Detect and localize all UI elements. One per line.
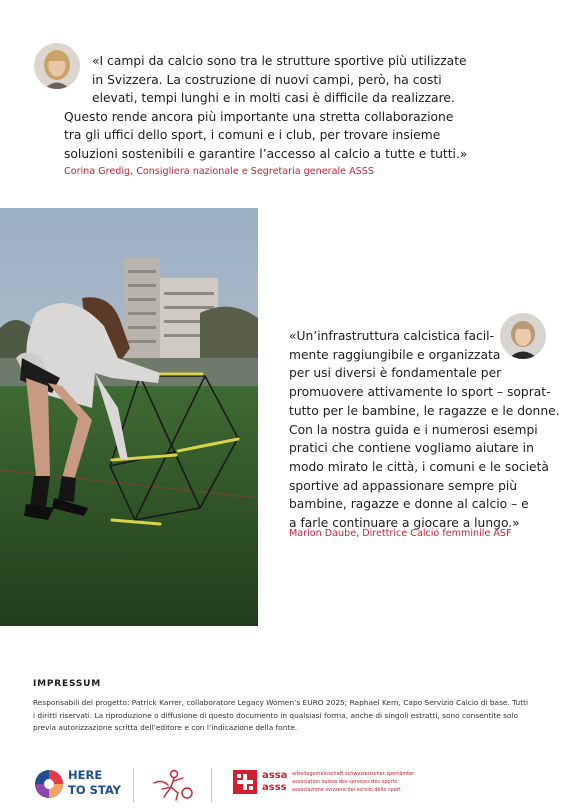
impressum-text — [33, 697, 553, 735]
footer-logos — [0, 760, 580, 810]
assa-name-it: associazione svizzera dei servizi dello sport — [292, 787, 401, 793]
quote2-line: per usi diversi è fondamentale per — [289, 366, 502, 381]
quote1-line: tra gli uffici dello sport, i comuni e i club, per trovare insieme — [64, 128, 441, 143]
quote2-line: pratici che contiene vogliamo aiutare in — [289, 441, 534, 456]
quote1-line: elevati, tempi lunghi e in molti casi è difficile da realizzare. — [92, 91, 455, 106]
footer-divider — [133, 768, 134, 802]
quote2-line: Con la nostra guida e i numerosi esempi — [289, 422, 538, 437]
here-to-stay-line1: HERE — [68, 768, 103, 782]
quote2-line: mente raggiungibile e organizzata — [289, 347, 501, 362]
quote2-line: promuovere attivamente lo sport – soprat- — [289, 385, 551, 400]
assa-name-de: arbeitsgemeinschaft schweizerischer sportämter — [292, 771, 415, 777]
quote1-line: soluzioni sostenibili e garantire l’accesso al calcio a tutte e tutti.» — [64, 146, 468, 161]
here-to-stay-line2: TO STAY — [68, 783, 121, 797]
football-federation-icon — [152, 769, 196, 801]
impressum-title: IMPRESSUM — [33, 679, 102, 689]
quote-marion-daube — [289, 327, 560, 533]
quote1-attribution: Corina Gredig, Consigliera nazionale e Segretaria generale ASSS — [64, 166, 374, 177]
quote2-line: bambine, ragazze e donne al calcio – e — [289, 497, 529, 512]
quote2-line: «Un’infrastruttura calcistica facil- — [289, 329, 495, 343]
here-to-stay-emblem-icon — [34, 769, 64, 799]
quote1-line: Questo rende ancora più importante una stretta collaborazione — [64, 109, 454, 124]
quote2-line: sportive ad appassionare sempre più — [289, 478, 518, 493]
quote1-line: «I campi da calcio sono tra le strutture sportive più utilizzate — [92, 54, 467, 68]
swiss-cross-icon — [233, 770, 257, 794]
impressum-line: i diritti riservati. La riproduzione o diffusione di questo documento in qualsiasi forma, anche di singoli estratti, sono consentite solo — [33, 710, 519, 720]
assa-name-fr: association suisse des services des sports — [292, 779, 398, 785]
quote2-line: modo mirato le città, i comuni e le società — [289, 459, 549, 474]
assa-wordmark: assa — [262, 770, 288, 781]
quote2-line: a farle continuare a giocare a lungo.» — [289, 516, 520, 531]
impressum-line: previa autorizzazione scritta dell’editore e con l’indicazione della fonte. — [33, 723, 298, 733]
impressum-line: Responsabili del progetto: Patrick Karrer, collaboratore Legacy Women’s EURO 2025; Raphael Kern, Capo Servizio Calcio di base. Tutti — [33, 698, 529, 707]
football-training-photo — [0, 208, 258, 626]
footer-divider — [211, 768, 212, 802]
quote-corina-gredig — [64, 52, 468, 164]
asss-wordmark: asss — [262, 782, 287, 793]
quote1-line: in Svizzera. La costruzione di nuovi campi, però, ha costi — [92, 72, 442, 87]
quote2-line: tutto per le bambine, le ragazze e le donne. — [289, 403, 560, 418]
quote2-attribution: Marion Daube, Direttrice Calcio femminile ASF — [289, 528, 512, 539]
